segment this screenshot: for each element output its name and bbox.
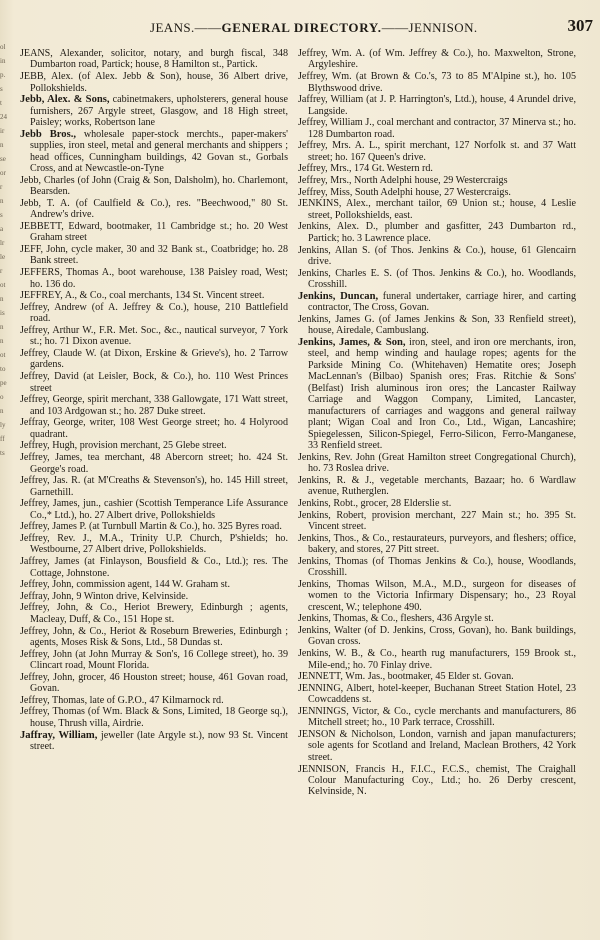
entry-bold-name: Jaffray, William,: [20, 729, 98, 741]
entry-bold-name: Jenkins, Duncan,: [298, 290, 379, 302]
entry-text: JENSON & Nicholson, London, varnish and japan manufacturers; sole agents for Scotland and Ireland, Maclean Brothers, 42 York street.: [298, 728, 576, 763]
gutter-fragment: ot: [0, 281, 6, 289]
directory-entry: [298, 648, 576, 671]
header-right-word: JENNISON.: [408, 20, 478, 35]
entry-text: Jaffrey, William (at J. P. Harrington's, Ltd.), house, 4 Arundel drive, Langside.: [298, 94, 576, 117]
binding-gutter-fragments: [0, 40, 10, 940]
directory-entry: [298, 452, 576, 475]
entry-text: Jeffrey, Claude W. (at Dixon, Erskine & Grieve's), ho. 2 Tarrow gardens.: [20, 348, 288, 371]
directory-entry: [298, 579, 576, 613]
left-column: [20, 48, 288, 932]
gutter-fragment: is: [0, 309, 5, 317]
entry-bold-name: Jebb, Alex. & Sons,: [20, 94, 110, 106]
entry-text: Jeffrey, George, spirit merchant, 338 Gallowgate, 171 Watt street, and 103 Ardgowan st.; ho. 287 Duke street.: [20, 394, 288, 417]
entry-text: JEBB, Alex. (of Alex. Jebb & Son), house, 36 Albert drive, Pollokshields.: [20, 71, 288, 94]
entry-text: JENNETT, Wm. Jas., bootmaker, 45 Elder st. Govan.: [298, 671, 514, 683]
gutter-fragment: n: [0, 295, 4, 303]
entry-text: Jeffrey, Miss, South Adelphi house, 27 Westercraigs.: [298, 186, 511, 198]
gutter-fragment: ot: [0, 351, 6, 359]
entry-text: JEANS, Alexander, solicitor, notary, and burgh fiscal, 348 Dumbarton road, Partick; house, 8 Hamilton st., Partick.: [20, 48, 288, 71]
entry-text: Jeffrey, Arthur W., F.R. Met. Soc., &c., nautical surveyor, 7 York st.; ho. 71 Dixon avenue.: [20, 324, 288, 348]
entry-text: Jenkins, Robt., grocer, 28 Elderslie st.: [298, 497, 452, 509]
directory-entry: [20, 198, 288, 221]
directory-entry: [298, 163, 576, 174]
gutter-fragment: r: [0, 183, 3, 191]
directory-entry: [298, 683, 576, 706]
gutter-fragment: n: [0, 407, 4, 415]
entry-text: Jenkins, Robert, provision merchant, 227 Main st.; ho. 395 St. Vincent street.: [298, 509, 576, 532]
entry-text: funeral undertaker, carriage hirer, and carting contractor, The Cross, Govan.: [308, 290, 576, 314]
directory-entry: [298, 314, 576, 337]
gutter-fragment: or: [0, 169, 6, 177]
gutter-fragment: se: [0, 155, 6, 163]
entry-text: Jeffrey, Wm. (at Brown & Co.'s, 73 to 85 M'Alpine st.), ho. 105 Blythswood drive.: [298, 71, 576, 94]
header-title: GENERAL DIRECTORY.: [221, 20, 382, 35]
gutter-fragment: n: [0, 197, 4, 205]
directory-entry: [298, 117, 576, 140]
directory-entry: [20, 649, 288, 672]
entry-text: Jenkins, Charles E. S. (of Thos. Jenkins & Co.), ho. Woodlands, Crosshill.: [298, 267, 576, 291]
entry-text: JEFFERS, Thomas A., boot warehouse, 138 Paisley road, West; ho. 136 do.: [20, 267, 288, 290]
entry-text: Jeffrey, Thomas, late of G.P.O., 47 Kilmarnock rd.: [20, 694, 224, 706]
directory-entry: [298, 245, 576, 268]
gutter-fragment: pe: [0, 379, 7, 387]
directory-entry: [298, 625, 576, 648]
entry-text: Jebb, T. A. (of Caulfield & Co.), res. "Beechwood," 80 St. Andrew's drive.: [20, 197, 288, 221]
gutter-fragment: to: [0, 365, 6, 373]
directory-entry: [20, 267, 288, 290]
entry-text: JEBBETT, Edward, bootmaker, 11 Cambridge st.; ho. 20 West Graham street: [20, 220, 288, 244]
gutter-fragment: ff: [0, 435, 5, 443]
entry-text: Jenkins, Thomas Wilson, M.A., M.D., surgeon for diseases of women to the Victoria Infirmary Dispensary; ho., 23 Royal crescent, W.; telephone 490.: [298, 578, 576, 613]
entry-text: Jenkins, Rev. John (Great Hamilton street Congregational Church), ho. 73 Roslea drive.: [298, 451, 576, 475]
entry-text: Jeffrey, John, grocer, 46 Houston street; house, 461 Govan road, Govan.: [20, 671, 288, 695]
directory-entry: [20, 579, 288, 590]
header-left-word: JEANS.: [150, 20, 195, 35]
directory-entry: [298, 510, 576, 533]
entry-text: Jaffrey, James (at Finlayson, Bousfield & Co., Ltd.); res. The Cottage, Johnstone.: [20, 556, 288, 579]
entry-text: Jeffrey, Mrs., North Adelphi house, 29 Westercraigs: [298, 175, 508, 187]
gutter-fragment: n: [0, 323, 4, 331]
entry-text: JENNISON, Francis H., F.I.C., F.C.S., chemist, The Craighall Colour Manufacturing Coy., Ltd.; ho. 26 Derby crescent, Kelvinside, N.: [298, 763, 576, 798]
directory-entry: [298, 198, 576, 221]
directory-entry: [20, 706, 288, 729]
entry-text: Jeffrey, Jas. R. (at M'Creaths & Stevenson's), ho. 145 Hill street, Garnethill.: [20, 475, 288, 498]
entry-text: Jeffrey, John, & Co., Heriot Brewery, Edinburgh ; agents, Macleay, Duff, & Co., 151 Hope st.: [20, 602, 288, 625]
directory-entry: [20, 417, 288, 440]
entry-text: Jenkins, Thomas, & Co., fleshers, 436 Argyle st.: [298, 613, 494, 625]
entry-text: Jenkins, Thomas (of Thomas Jenkins & Co.), house, Woodlands, Crosshill.: [298, 555, 576, 579]
entry-text: Jeffrey, Wm. A. (of Wm. Jeffrey & Co.), ho. Maxwelton, Strone, Argyleshire.: [298, 48, 576, 71]
directory-entry: [20, 71, 288, 94]
entry-text: Jeffrey, Andrew (of A. Jeffrey & Co.), house, 210 Battlefield road.: [20, 301, 288, 325]
entry-text: cabinetmakers, upholsterers, general house furnishers, 267 Argyle street, Glasgow, and 18 High street, Paisley; works, Robertson lane: [30, 94, 288, 129]
entry-text: Jeffrey, Thomas (of Wm. Black & Sons, Limited, 18 George sq.), house, Thrush villa, Airdrie.: [20, 706, 288, 729]
directory-entry: [298, 221, 576, 244]
directory-entry: [298, 94, 576, 117]
entry-text: Jeffrey, James, tea merchant, 48 Abercorn street; ho. 424 St. George's road.: [20, 452, 288, 475]
gutter-fragment: n: [0, 141, 4, 149]
gutter-fragment: in: [0, 57, 6, 65]
entry-text: Jeffrey, Rev. J., M.A., Trinity U.P. Church, P'shields; ho. Westbourne, 27 Albert drive, Pollokshields.: [20, 532, 288, 556]
entry-text: Jenkins, Walter (of D. Jenkins, Cross, Govan), ho. Bank buildings, Govan cross.: [298, 624, 576, 648]
gutter-fragment: ly: [0, 421, 6, 429]
directory-entry: [298, 671, 576, 682]
entry-text: Jeffrey, David (at Leisler, Bock, & Co.), ho. 110 West Princes street: [20, 371, 288, 394]
running-head: JEANS.——GENERAL DIRECTORY.——JENNISON.: [150, 20, 478, 35]
entry-text: Jeffrey, Mrs., 174 Gt. Western rd.: [298, 163, 433, 175]
gutter-fragment: 24: [0, 113, 7, 121]
directory-entry: [298, 337, 576, 452]
entry-text: Jenkins, Allan S. (of Thos. Jenkins & Co.), house, 61 Glencairn drive.: [298, 244, 576, 268]
page-number: 307: [567, 16, 593, 35]
entry-text: Jeffrey, Hugh, provision merchant, 25 Glebe street.: [20, 440, 227, 452]
entry-text: Jeffrey, James, jun., cashier (Scottish Temperance Life Assurance Co.,* Ltd.), ho. 27 Albert drive, Pollokshields: [20, 498, 288, 521]
entry-text: Jenkins, James G. (of James Jenkins & Son, 33 Renfield street), house, Airedale, Cambuslang.: [298, 313, 576, 337]
directory-entry: [20, 325, 288, 348]
gutter-fragment: ir: [0, 127, 5, 135]
directory-entry: [298, 556, 576, 579]
gutter-fragment: r: [0, 267, 3, 275]
page-header: [150, 16, 595, 38]
gutter-fragment: ts: [0, 449, 5, 457]
directory-entry: [20, 129, 288, 175]
gutter-fragment: a: [0, 225, 4, 233]
directory-entry: [20, 244, 288, 267]
directory-entry: [298, 48, 576, 71]
entry-text: wholesale paper-stock merchts., paper-makers' supplies, iron steel, metal and general merchants and shippers ; head offices, Cunningham buildings, 42 Govan st., Gorbals Cross, and at Newcastle-on-Tyne: [30, 128, 288, 175]
gutter-fragment: ol: [0, 43, 6, 51]
entry-text: Jenkins, Thos., & Co., restaurateurs, purveyors, and fleshers; office, bakery, and stores, 27 Pitt street.: [298, 532, 576, 556]
entry-text: Jeffrey, Mrs. A. L., spirit merchant, 127 Norfolk st. and 37 Watt street; ho. 167 Queen's drive.: [298, 140, 576, 163]
directory-entry: [20, 498, 288, 521]
directory-entry: [20, 452, 288, 475]
entry-text: Jenkins, W. B., & Co., hearth rug manufacturers, 159 Brook st., Mile-end,; ho. 70 Finlay drive.: [298, 648, 576, 671]
entry-text: Jeffray, George, writer, 108 West George street; ho. 4 Holyrood quadrant.: [20, 417, 288, 440]
directory-entry: [298, 613, 576, 624]
entry-text: iron, steel, and iron ore merchants, iron, steel, and hemp winding and haulage ropes; agents for the Parkside Mining Co. (Whitehaven) Hematite ores; Joseph MacLennan's (Bilbao) Spanish ores; Fras. Ritchie & Sons' (Belfast) Irish aluminous iron ores; the Lancaster Railway Carriage and Waggon Company, Limited, Lancaster, manufacturers of carriages and waggons and general railway plant; Wigan Coal and Iron Co., Ltd., Wigan, Lancashire; Spiegelessen, Silicon-Spiegel, Ferro-Silicon, Ferro-Manganese, 33 Renfield street.: [308, 336, 576, 452]
entry-text: JENKINS, Alex., merchant tailor, 69 Union st.; house, 4 Leslie street, Pollokshields, east.: [298, 198, 576, 221]
gutter-fragment: o: [0, 393, 4, 401]
gutter-fragment: lr: [0, 239, 5, 247]
directory-entry: [20, 48, 288, 71]
directory-entry: [20, 626, 288, 649]
entry-bold-name: Jenkins, James, & Son,: [298, 336, 406, 348]
directory-entry: [298, 706, 576, 729]
directory-entry: [20, 221, 288, 244]
directory-entry: [20, 475, 288, 498]
right-column: [298, 48, 576, 932]
directory-entry: [20, 672, 288, 695]
directory-entry: [298, 291, 576, 314]
directory-entry: [20, 591, 288, 602]
entry-text: Jenkins, Alex. D., plumber and gasfitter, 243 Dumbarton rd., Partick; ho. 3 Lawrence place.: [298, 221, 576, 244]
directory-entry: [20, 94, 288, 128]
directory-entry: [20, 371, 288, 394]
entry-text: Jeffrey, John, & Co., Heriot & Roseburn Breweries, Edinburgh ; agents, Moses Risk & Sons, Ltd., 58 Dundas st.: [20, 625, 288, 648]
entry-text: Jeffrey, John (at John Murray & Son's, 16 College street), ho. 39 Clincart road, Mount Florida.: [20, 648, 288, 672]
directory-entry: [298, 729, 576, 763]
gutter-fragment: le: [0, 253, 6, 261]
entry-text: Jeffrey, John, commission agent, 144 W. Graham st.: [20, 579, 230, 591]
entry-text: Jeffrey, James P. (at Turnbull Martin & Co.), ho. 325 Byres road.: [20, 521, 282, 533]
directory-entry: [20, 695, 288, 706]
entry-text: JENNING, Albert, hotel-keeper, Buchanan Street Station Hotel, 23 Cowcaddens st.: [298, 682, 576, 706]
directory-entry: [298, 268, 576, 291]
gutter-fragment: s: [0, 211, 3, 219]
entry-text: jeweller (late Argyle st.), now 93 St. Vincent street.: [30, 729, 288, 752]
directory-entry: [298, 475, 576, 498]
directory-entry: [298, 533, 576, 556]
directory-entry: [20, 348, 288, 371]
directory-entry: [20, 175, 288, 198]
directory-entry: [298, 175, 576, 186]
directory-entry: [20, 302, 288, 325]
gutter-fragment: p.: [0, 71, 6, 79]
directory-entry: [20, 730, 288, 753]
entry-text: Jeffrey, William J., coal merchant and contractor, 37 Minerva st.; ho. 128 Dumbarton road.: [298, 117, 576, 140]
directory-entry: [298, 498, 576, 509]
directory-entry: [298, 140, 576, 163]
entry-text: Jeffray, John, 9 Winton drive, Kelvinside.: [20, 590, 189, 602]
entry-text: JENNINGS, Victor, & Co., cycle merchants and manufacturers, 86 Mitchell street; ho., 10 Park terrace, Crosshill.: [298, 705, 576, 729]
entry-text: Jebb, Charles (of John (Craig & Son, Dalsholm), ho. Charlemont, Bearsden.: [20, 174, 288, 198]
directory-entry: [298, 764, 576, 798]
entry-text: JEFFREY, A., & Co., coal merchants, 134 St. Vincent street.: [20, 290, 265, 302]
directory-entry: [298, 187, 576, 198]
directory-entry: [20, 521, 288, 532]
directory-entry: [20, 440, 288, 451]
directory-entry: [298, 71, 576, 94]
directory-entry: [20, 533, 288, 556]
directory-entry: [20, 602, 288, 625]
gutter-fragment: s: [0, 85, 3, 93]
entry-bold-name: Jebb Bros.,: [20, 128, 77, 140]
directory-entry: [20, 290, 288, 301]
directory-entry: [20, 556, 288, 579]
gutter-fragment: n: [0, 337, 4, 345]
entry-text: Jenkins, R. & J., vegetable merchants, Bazaar; ho. 6 Wardlaw avenue, Rutherglen.: [298, 474, 576, 498]
directory-entry: [20, 394, 288, 417]
gutter-fragment: t: [0, 99, 2, 107]
entry-text: JEFF, John, cycle maker, 30 and 32 Bank st., Coatbridge; ho. 28 Bank street.: [20, 244, 288, 267]
